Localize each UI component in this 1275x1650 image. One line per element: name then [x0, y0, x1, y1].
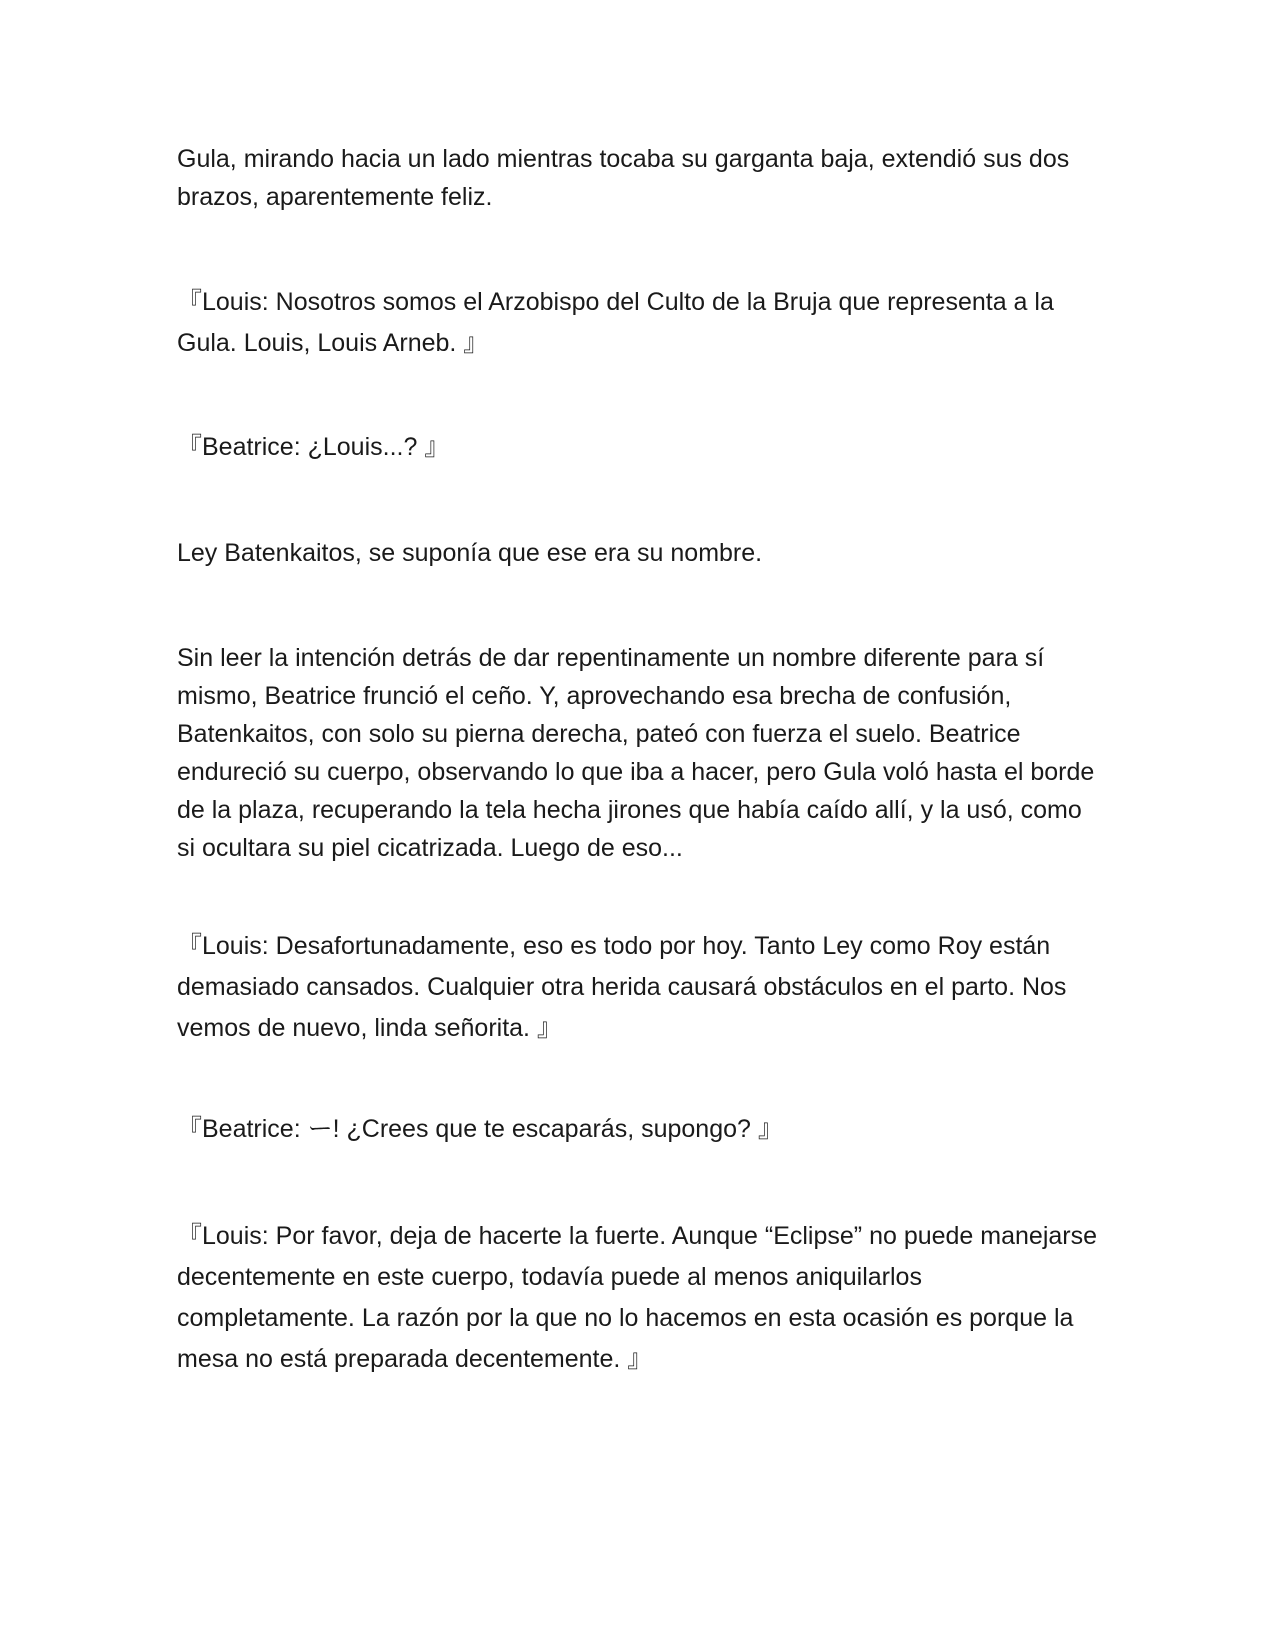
- narration-paragraph-gula-arms: Gula, mirando hacia un lado mientras tocaba su garganta baja, extendió sus dos brazos, aparentemente feliz.: [177, 145, 1070, 211]
- dialogue-louis-farewell: 『Louis: Desafortunadamente, eso es todo por hoy. Tanto Ley como Roy están demasiado cansados. Cualquier otra herida causará obstáculos en el parto. Nos vemos de nuevo, linda señorita. 』: [177, 932, 1067, 1042]
- dialogue-beatrice-challenge: 『Beatrice: ー! ¿Crees que te escaparás, supongo? 』: [177, 1115, 783, 1143]
- dialogue-louis-eclipse: 『Louis: Por favor, deja de hacerte la fuerte. Aunque “Eclipse” no puede manejarse decentemente en este cuerpo, todavía puede al menos aniquilarlos completamente. La razón por la que no lo hacemos en esta ocasión es porque la mesa no está preparada decentemente. 』: [177, 1222, 1098, 1373]
- narration-paragraph-escape: Sin leer la intención detrás de dar repentinamente un nombre diferente para sí mismo, Beatrice frunció el ceño. Y, aprovechando esa brecha de confusión, Batenkaitos, con solo su pierna derecha, pateó con fuerza el suelo. Beatrice endureció su cuerpo, observando lo que iba a hacer, pero Gula voló hasta el borde de la plaza, recuperando la tela hecha jirones que había caído allí, y la usó, como si ocultara su piel cicatrizada. Luego de eso...: [177, 644, 1095, 862]
- dialogue-louis-introduction: 『Louis: Nosotros somos el Arzobispo del Culto de la Bruja que representa a la Gula. Louis, Louis Arneb. 』: [177, 288, 1054, 357]
- dialogue-beatrice-question: 『Beatrice: ¿Louis...? 』: [177, 433, 450, 461]
- narration-paragraph-ley-name: Ley Batenkaitos, se suponía que ese era su nombre.: [177, 539, 763, 567]
